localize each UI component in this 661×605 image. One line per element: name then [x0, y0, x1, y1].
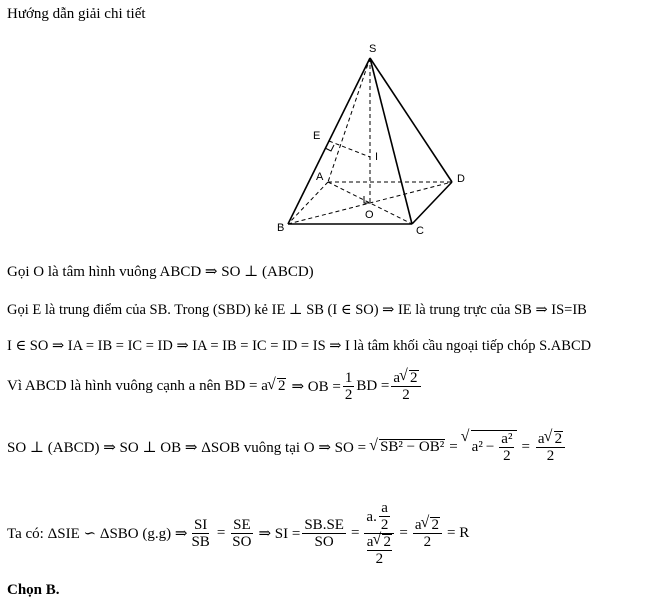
label-O: O — [365, 209, 374, 221]
line-4 — [7, 370, 423, 403]
line-2: Gọi E là trung điểm của SB. Trong (SBD) kẻ IE ⊥ SB (I ∈ SO) ⇒ IE là trung trực của SB ⇒ IS=IB — [7, 302, 587, 318]
bd-text: BD = — [356, 378, 390, 394]
label-D: D — [457, 173, 465, 185]
fraction-a-sqrt2-over-2: $\frac{a√ 2}{2}$ — [391, 370, 420, 403]
sqrt-a2-minus: √ a² − $\frac{\text{a²}}{2}$ — [462, 430, 518, 464]
fraction-se-so: $\frac{SE}{SO}$ — [232, 517, 252, 550]
label-C: C — [416, 225, 424, 237]
label-I: I — [375, 151, 379, 163]
answer: Chọn B. — [7, 582, 60, 598]
line-5-prefix: SO ⊥ (ABCD) ⇒ SO ⊥ OB ⇒ ΔSOB vuông tại O ⇒ SO = — [7, 439, 367, 456]
fraction-final: $\frac{a√ 2}{2}$ — [413, 517, 442, 550]
line-1: Gọi O là tâm hình vuông ABCD ⇒ SO ⊥ (ABCD) — [7, 264, 314, 280]
fraction-si-sb: $\frac{SI}{SB}$ — [191, 517, 210, 550]
line-5: SO ⊥ (ABCD) ⇒ SO ⊥ OB ⇒ ΔSOB vuông tại O ⇒ SO = √ SB² − OB² = √ a² − $\frac{\text{a²}}{2}$ = $\frac{a√ 2}{2}$ — [7, 430, 567, 464]
label-E: E — [313, 130, 321, 142]
sqrt-2: √ 2 — [268, 378, 287, 395]
line-6: Ta có: ΔSIE ∽ ΔSBO (g.g) ⇒ $\frac{SI}{SB}$ = $\frac{SE}{SO}$ ⇒ SI = $\frac{SB.SE}{SO}$ = a. $\frac{a}{2}$ a√ 2 2 = $\frac{a√ 2}{2}$ = R — [7, 500, 469, 567]
label-S: S — [369, 43, 377, 55]
fraction-so-result: $\frac{a√ 2}{2}$ — [536, 431, 565, 464]
pyramid-figure — [270, 38, 470, 238]
label-A: A — [316, 171, 324, 183]
line-6-prefix: Ta có: ΔSIE ∽ ΔSBO (g.g) ⇒ — [7, 526, 188, 542]
fraction-sbse-so: $\frac{SB.SE}{SO}$ — [304, 517, 344, 550]
sqrt-sb2-ob2: √ SB² − OB² — [370, 439, 445, 456]
label-B: B — [277, 222, 285, 234]
line-3: I ∈ SO ⇒ IA = IB = IC = ID ⇒ IA = IB = IC = ID = IS ⇒ I là tâm khối cầu ngoại tiếp chóp S.ABCD — [7, 338, 592, 354]
fraction-half: $\frac{1}{2}$ — [344, 370, 353, 403]
fraction-complex: a. $\frac{a}{2}$ a√ 2 2 — [364, 500, 394, 567]
line-4-prefix: Vì ABCD là hình vuông cạnh a nên BD = a — [7, 378, 268, 394]
line-4-mid: ⇒ OB = — [291, 379, 341, 395]
heading: Hướng dẫn giải chi tiết — [7, 6, 146, 22]
